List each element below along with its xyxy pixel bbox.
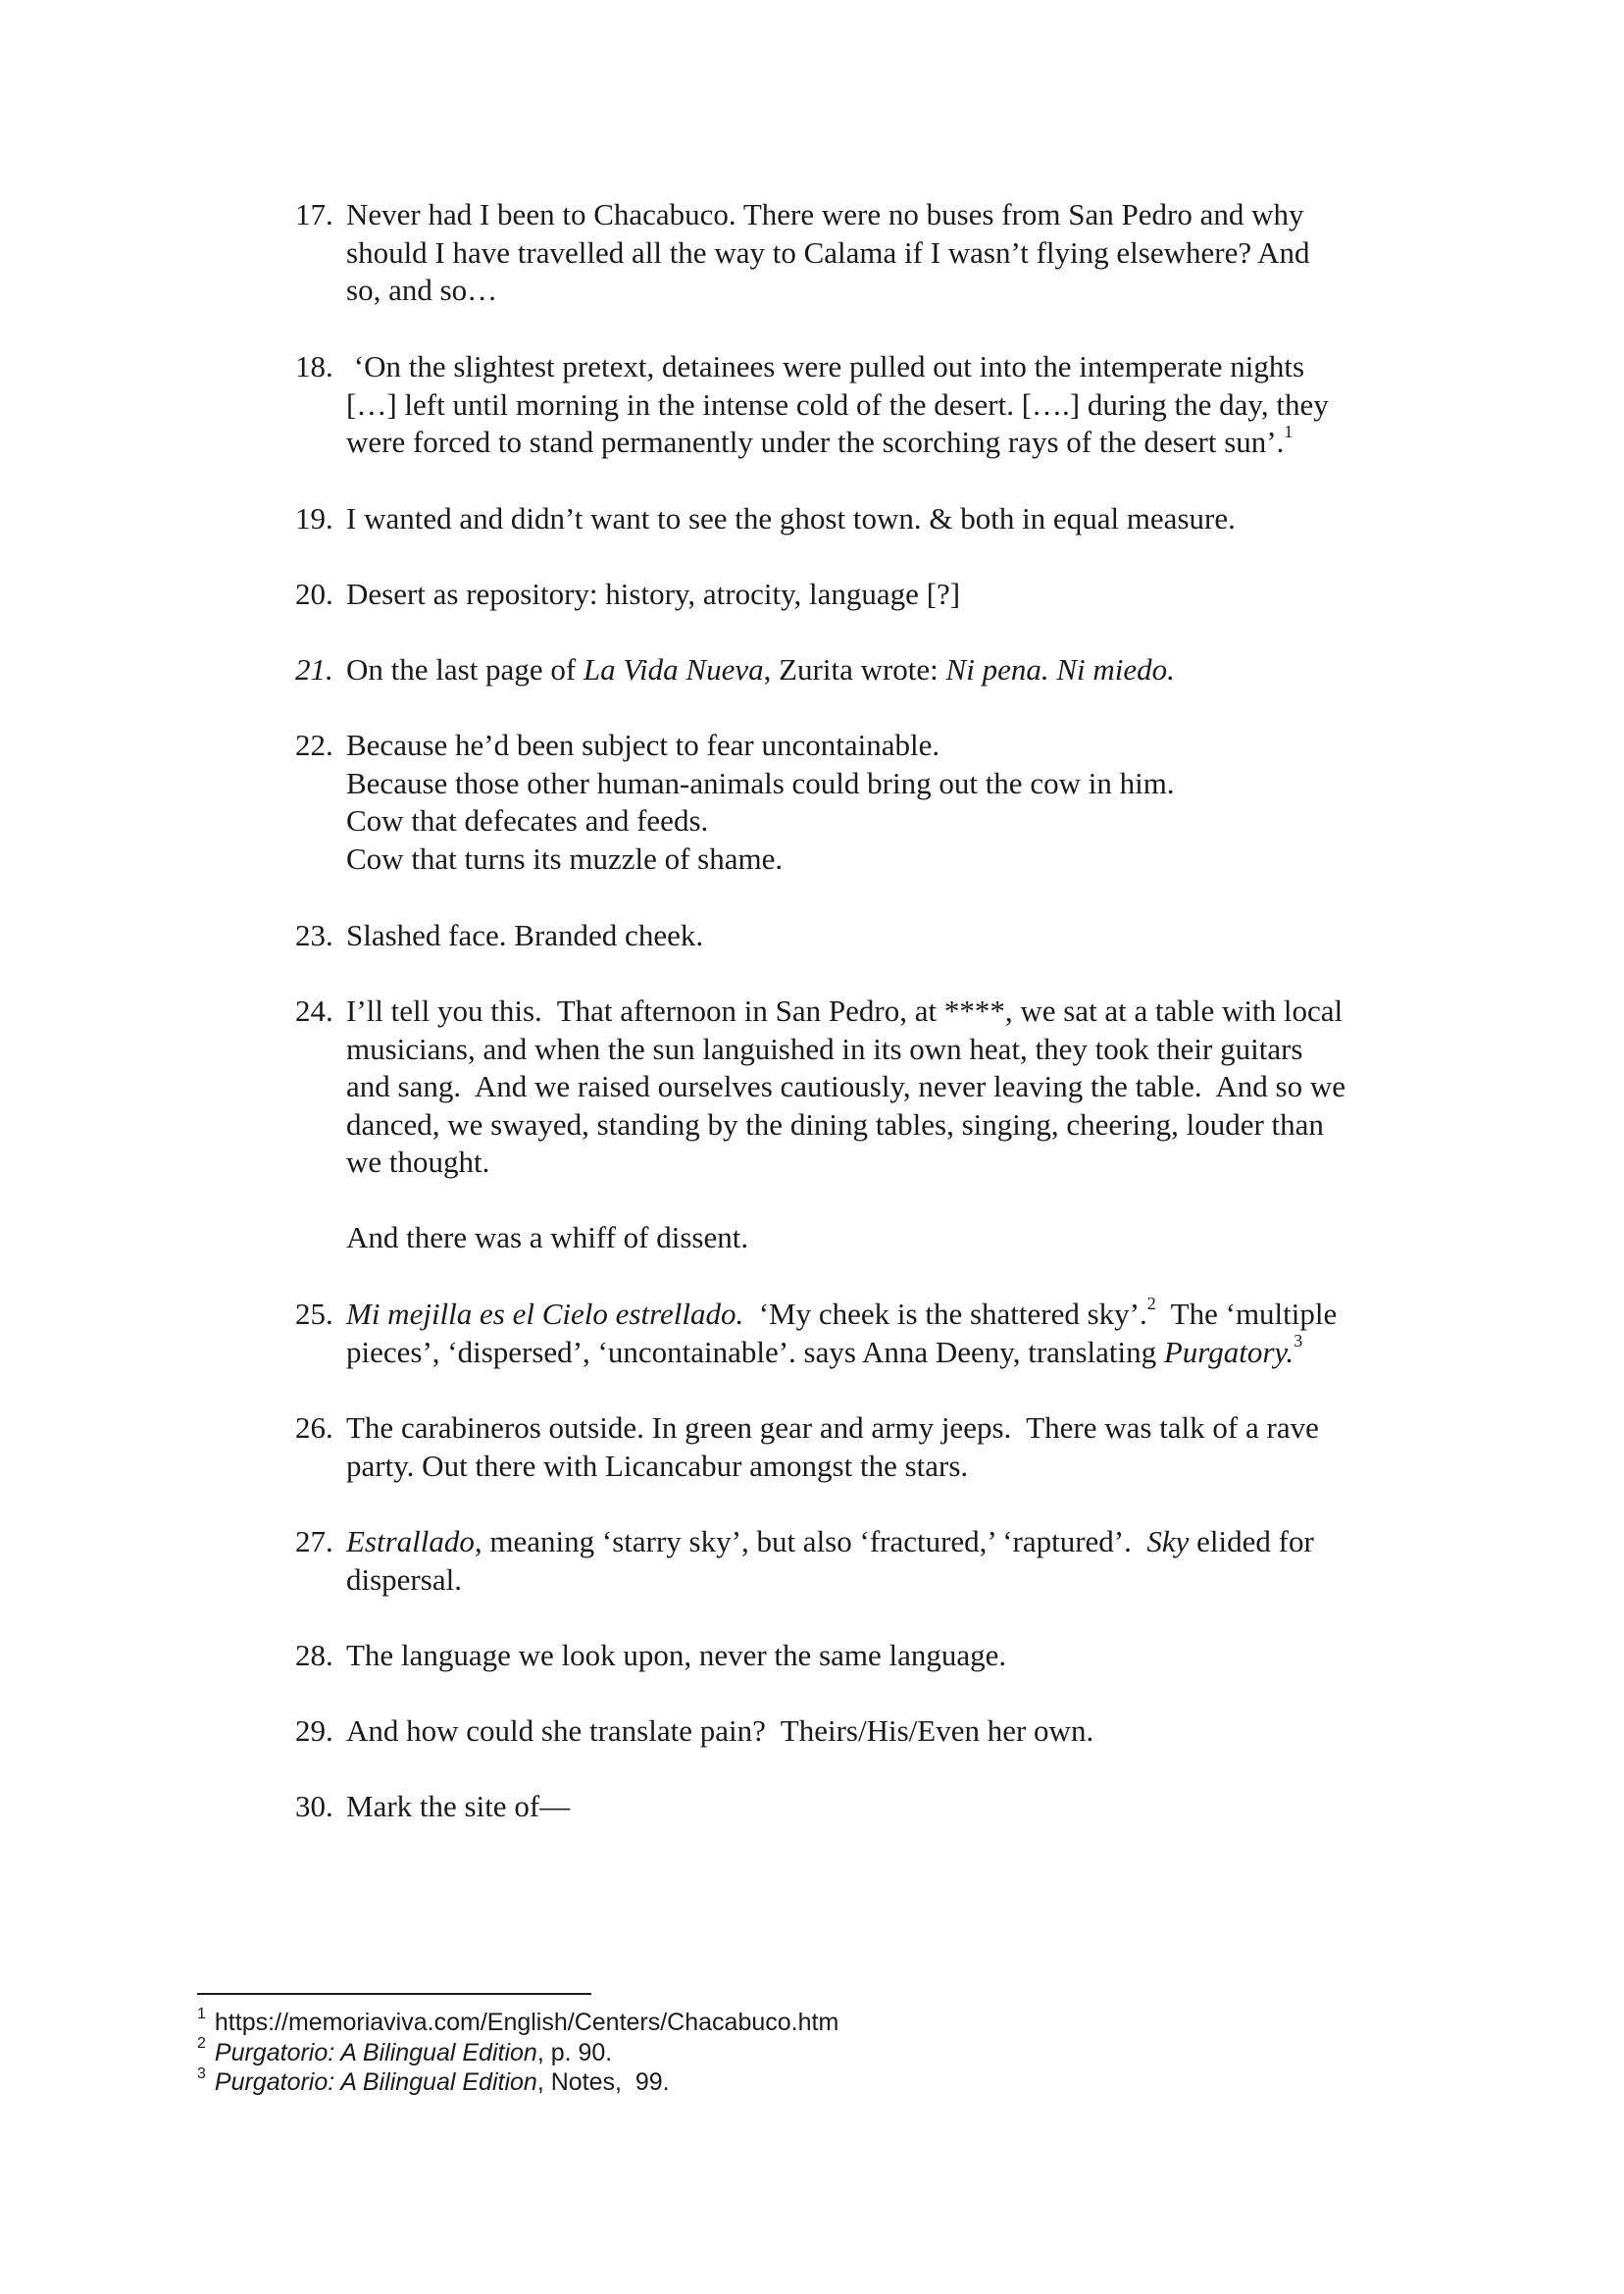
item-number: 18. [295,349,333,383]
item-line [346,1523,1452,1561]
item-line: Cow that defecates and feeds. [346,803,709,838]
item-number: 22. [295,728,333,762]
list-item-27 [295,1523,1452,1599]
item-number: 17. [295,197,333,231]
list-item-25 [295,1293,1452,1371]
item-line-text: were forced to stand permanently under the scorching rays of the desert sun’. [346,425,1285,459]
item-text: ‘My cheek is the shattered sky’. [743,1297,1147,1331]
item-text: , meaning ‘starry sky’, but also ‘fractured,’ ‘raptured’. [474,1524,1147,1558]
item-line: so, and so… [346,273,498,307]
list-item-22 [295,727,1452,878]
item-line: party. Out there with Licancabur amongst the stars. [346,1448,969,1483]
item-text: The ‘multiple [1155,1297,1338,1331]
footnote-text: , Notes, 99. [536,2068,670,2096]
item-line: The language we look upon, never the same language. [346,1638,1007,1672]
item-line: And how could she translate pain? Theirs/His/Even her own. [346,1713,1094,1748]
footnote-2 [197,2035,1374,2068]
item-line: musicians, and when the sun languished in its own heat, they took their guitars [346,1031,1303,1066]
emphasis-word: Sky [1146,1524,1190,1558]
item-text: pieces’, ‘dispersed’, ‘uncontainable’. says Anna Deeny, translating [346,1334,1164,1369]
item-line: I’ll tell you this. That afternoon in San Pedro, at ****, we sat at a table with local [346,994,1344,1028]
list-item-26 [295,1409,1452,1485]
item-line: we thought. [346,1145,490,1179]
item-line: Desert as repository: history, atrocity, language [?] [346,577,961,611]
footnote-separator [197,1993,591,1995]
item-number: 19. [295,501,333,535]
footnote-title: Purgatorio: A Bilingual Edition [214,2038,537,2066]
footnote-1 [197,2005,1374,2038]
item-second-paragraph: And there was a whiff of dissent. [346,1220,749,1254]
list-item-24 [295,993,1452,1257]
list-item-19 [295,500,1452,538]
item-line: should I have travelled all the way to Calama if I wasn’t flying elsewhere? And [346,234,1310,270]
item-line: […] left until morning in the intense cold of the desert. [….] during the day, they [346,386,1329,422]
item-line: Mark the site of— [346,1789,571,1823]
item-line: Never had I been to Chacabuco. There were no buses from San Pedro and why [346,197,1304,231]
item-line: dispersal. [346,1561,462,1597]
item-line: and sang. And we raised ourselves cautiously, never leaving the table. And so we [346,1069,1346,1103]
item-number: 26. [295,1410,333,1445]
list-item-29 [295,1712,1452,1751]
list-item-18 [295,348,1452,462]
spanish-quote: Mi mejilla es el Cielo estrellado. [346,1297,744,1331]
book-title: Purgatory. [1163,1334,1294,1369]
item-line: Cow that turns its muzzle of shame. [346,841,784,876]
item-line [346,421,1452,462]
item-text: , Zurita wrote: [763,652,946,687]
item-number: 24. [295,994,333,1028]
footnote-title: Purgatorio: A Bilingual Edition [214,2068,537,2096]
item-number: 20. [295,577,333,611]
list-item-17 [295,196,1452,310]
item-number: 23. [295,918,333,952]
footnote-mark: 3 [197,2065,206,2082]
book-title: La Vida Nueva [583,652,764,687]
item-line: Because he’d been subject to fear uncontainable. [346,728,940,762]
footnote-ref-3[interactable]: 3 [1294,1331,1303,1351]
footnote-mark: 2 [197,2035,206,2053]
item-number: 30. [295,1789,333,1823]
item-text: elided for [1189,1524,1314,1558]
item-line [346,1293,1452,1334]
footnote-3 [197,2067,1374,2098]
item-number: 29. [295,1713,333,1748]
list-item-30 [295,1788,1452,1826]
item-line: Because those other human-animals could bring out the cow in him. [346,765,1175,800]
footnote-ref-1[interactable]: 1 [1284,421,1294,441]
item-number: 21. [295,652,333,687]
footnote-ref-2[interactable]: 2 [1146,1293,1156,1313]
item-line: Slashed face. Branded cheek. [346,918,704,952]
item-line: ‘On the slightest pretext, detainees were pulled out into the intemperate nights [346,349,1305,383]
list-item-28 [295,1637,1452,1675]
footnote-mark: 1 [197,2005,206,2022]
item-line: I wanted and didn’t want to see the ghost town. & both in equal measure. [346,501,1236,535]
list-item-21 [295,651,1452,689]
item-line: danced, we swayed, standing by the dining tables, singing, cheering, louder than [346,1106,1324,1142]
item-line: The carabineros outside. In green gear and army jeeps. There was talk of a rave [346,1410,1319,1445]
quote-text: Ni pena. Ni miedo. [945,652,1175,687]
item-line [346,651,1452,689]
footnote-text: , p. 90. [536,2038,613,2066]
item-text: On the last page of [346,652,584,687]
footnotes [197,2005,1374,2098]
item-number: 27. [295,1524,333,1558]
item-number: 25. [295,1297,333,1331]
spanish-word: Estrallado [346,1524,475,1558]
item-line [346,1331,1452,1372]
list-item-20 [295,576,1452,614]
list-item-23 [295,917,1452,955]
item-number: 28. [295,1638,333,1672]
footnote-link[interactable]: https://memoriaviva.com/English/Centers/Chacabuco.htm [214,2009,839,2036]
